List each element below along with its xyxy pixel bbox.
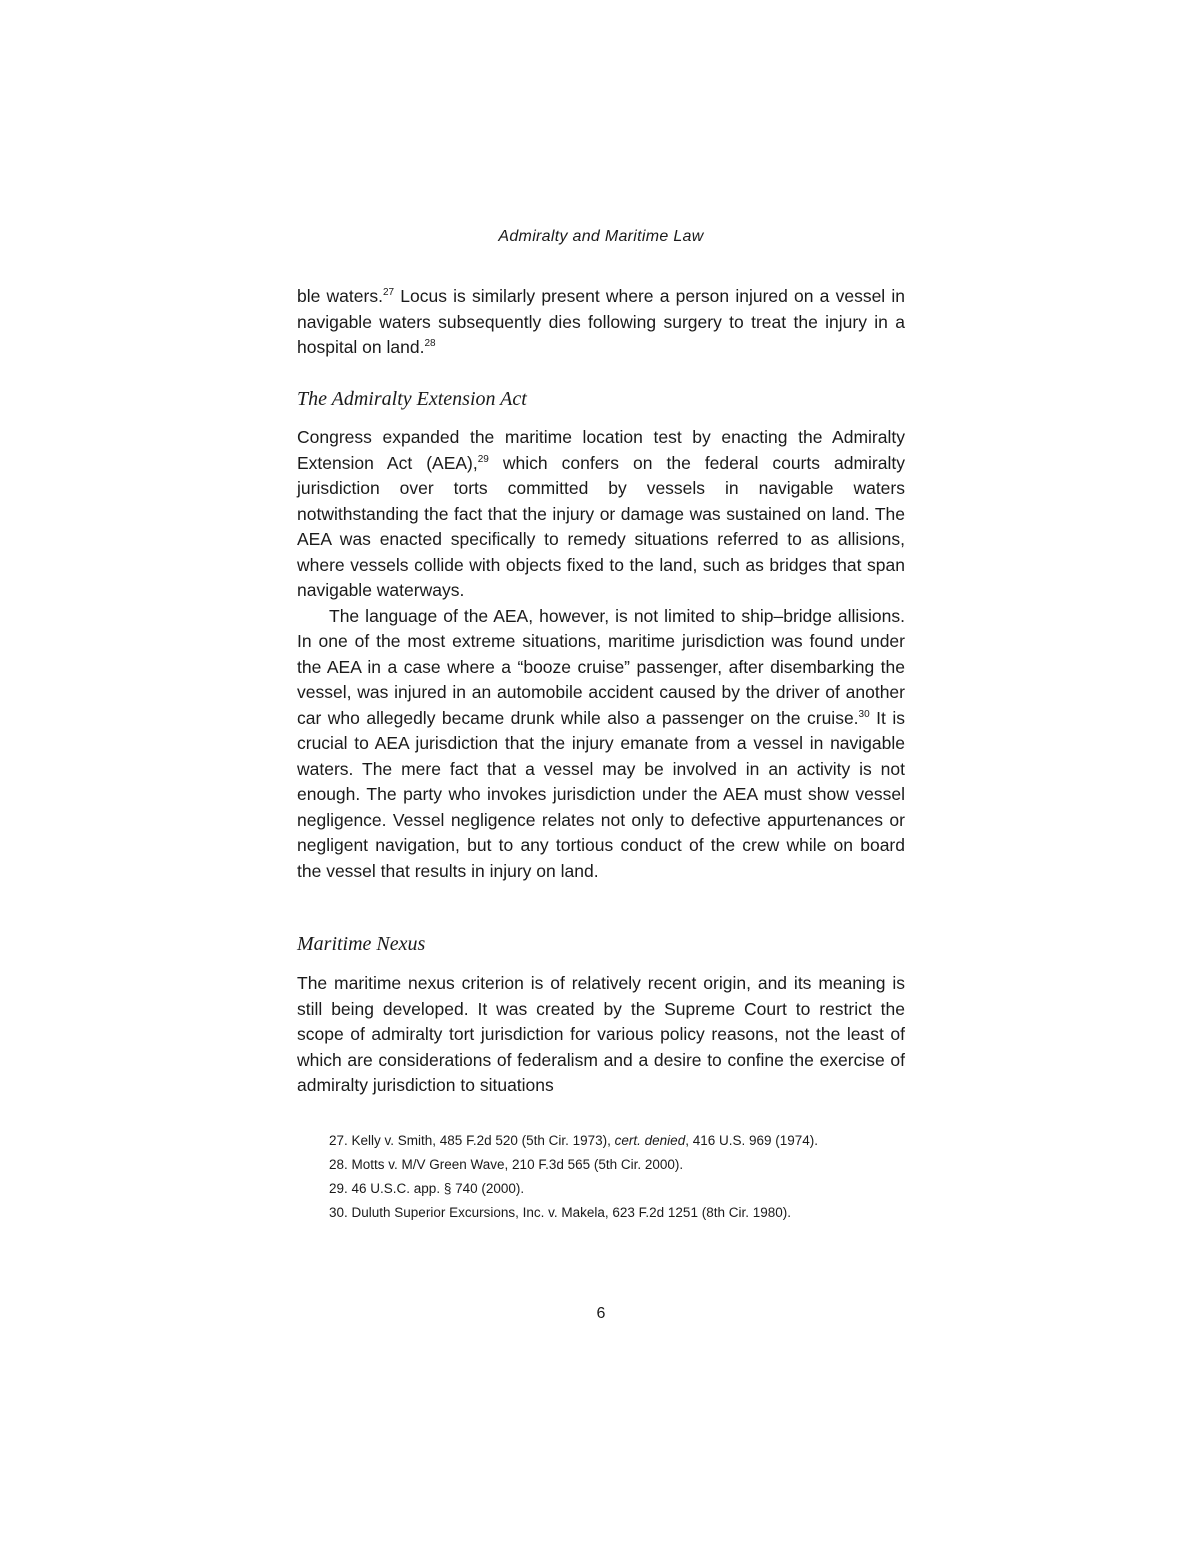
paragraph-text: The language of the AEA, however, is not limited to ship–bridge allisions. In one of the most extreme situations, maritime jurisdiction was found under the AEA in a case where a “booze cruise” passenger, after disembarking the vessel, was injured in an automobile accident caused by the driver of another car who allegedly became drunk while also a passenger on the cruise. xyxy=(297,605,905,728)
footnote-ref-27[interactable]: 27 xyxy=(382,287,395,299)
paragraph-text: Locus is similarly present where a person injured on a vessel in navigable waters subsequently dies following surgery to treat the injury in a hospital on land. xyxy=(297,286,906,357)
body-paragraph-1 xyxy=(297,284,905,361)
body-paragraph-4 xyxy=(297,971,905,1099)
paragraph-text: Congress expanded the maritime location test by enacting the Admiralty Extension Act (AEA), xyxy=(297,427,905,473)
footnote-27 xyxy=(297,1130,905,1152)
footnote-italic-text: cert. denied xyxy=(614,1133,686,1148)
running-header: Admiralty and Maritime Law xyxy=(498,228,704,245)
footnote-text: 27. Kelly v. Smith, 485 F.2d 520 (5th Cir. 1973), xyxy=(329,1133,615,1148)
footnote-30: 30. Duluth Superior Excursions, Inc. v. Makela, 623 F.2d 1251 (8th Cir. 1980). xyxy=(329,1205,791,1220)
footnotes xyxy=(297,1130,905,1224)
paragraph-text: The maritime nexus criterion is of relatively recent origin, and its meaning is still being developed. It was created by the Supreme Court to restrict the scope of admiralty tort jurisdiction for various policy reasons, not the least of which are considerations of federalism and a desire to confine the exercise of admiralty jurisdiction to situations xyxy=(297,973,905,1095)
section-heading-maritime-nexus: Maritime Nexus xyxy=(297,933,426,955)
paragraph-text: It is crucial to AEA jurisdiction that the injury emanate from a vessel in navigable waters. The mere fact that a vessel may be involved in an activity is not enough. The party who invokes jurisdiction under the AEA must show vessel negligence. Vessel negligence relates not only to defective appurtenances or negligent navigation, but to any tortious conduct of the crew while on board the vessel that results in injury on land. xyxy=(297,707,905,881)
body-paragraph-3 xyxy=(297,604,905,885)
footnote-text: , 416 U.S. 969 (1974). xyxy=(685,1133,819,1148)
footnote-ref-28[interactable]: 28 xyxy=(424,338,436,350)
section-heading-admiralty-extension-act: The Admiralty Extension Act xyxy=(297,388,527,410)
page-number: 6 xyxy=(596,1305,606,1322)
body-paragraph-2 xyxy=(297,425,905,884)
footnote-ref-30[interactable]: 30 xyxy=(858,708,870,720)
footnote-29: 29. 46 U.S.C. app. § 740 (2000). xyxy=(329,1181,525,1196)
footnote-28: 28. Motts v. M/V Green Wave, 210 F.3d 565 (5th Cir. 2000). xyxy=(329,1157,684,1172)
paragraph-text: which confers on the federal courts admiralty jurisdiction over torts committed by vessels in navigable waters notwithstanding the fact that the injury or damage was sustained on land. The AEA was enacted specifically to remedy situations referred to as allisions, where vessels collide with objects fixed to the land, such as bridges that span navigable waterways. xyxy=(297,452,905,600)
footnote-ref-29[interactable]: 29 xyxy=(477,453,489,465)
paragraph-text: ble waters. xyxy=(297,286,383,306)
